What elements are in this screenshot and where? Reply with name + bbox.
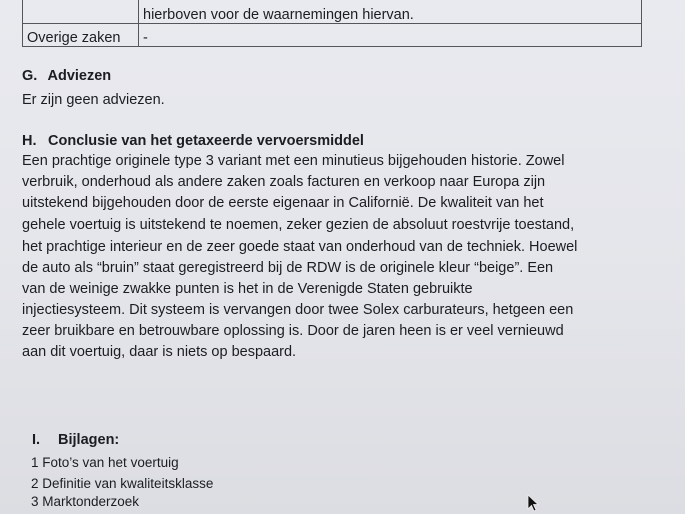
conclusion-line: verbruik, onderhoud als andere zaken zoals facturen en verkoop naar Europa zijn — [22, 174, 546, 190]
conclusion-line: uitstekend bijgehouden door de eerste eigenaar in Californië. De kwaliteit van het — [22, 195, 544, 211]
attachment-item: 1 Foto’s van het voertuig — [31, 455, 179, 470]
table-cell-value: hierboven voor de waarnemingen hiervan. — [139, 0, 642, 24]
section-h-heading — [22, 133, 364, 149]
conclusion-line: gehele voertuig is uitstekend te noemen, zeker gezien de absoluut roestvrije toestand, — [22, 217, 575, 233]
mouse-pointer-icon — [527, 494, 541, 512]
conclusion-line: Een prachtige originele type 3 variant met een minutieus bijgehouden historie. Zowel — [22, 153, 565, 169]
section-i-heading — [32, 432, 119, 448]
conclusion-line: het prachtige interieur en de zeer goede staat van onderhoud van de techniek. Hoewel — [22, 239, 578, 255]
attachment-item: 3 Marktonderzoek — [31, 494, 140, 509]
attachment-item: 2 Definitie van kwaliteitsklasse — [31, 476, 214, 491]
section-g-text: Er zijn geen adviezen. — [22, 92, 165, 108]
conclusion-line: van de weinige zwakke punten is het in de Verenigde Staten gebruikte — [22, 281, 473, 297]
inspection-table — [22, 0, 642, 47]
conclusion-line: injectiesysteem. Dit systeem is vervangen door twee Solex carburateurs, hetgeen een — [22, 302, 574, 318]
table-row — [23, 24, 642, 47]
table-cell-label: Overige zaken — [23, 24, 139, 47]
table-row — [23, 0, 642, 24]
conclusion-line: zeer bruikbare en betrouwbare oplossing is. Door de jaren heen is er veel vernieuwd — [22, 323, 564, 339]
conclusion-line: de auto als “bruin” staat geregistreerd bij de RDW is de originele kleur “beige”. Een — [22, 260, 554, 276]
section-i-title: Bijlagen: — [58, 432, 120, 448]
section-h-letter: H. — [22, 133, 37, 149]
section-g-title: Adviezen — [47, 68, 112, 84]
table-cell-value: - — [139, 24, 642, 47]
table-cell-label — [23, 0, 139, 24]
section-g-letter: G. — [22, 68, 38, 84]
section-g-heading — [22, 68, 111, 84]
conclusion-line: aan dit voertuig, daar is niets op bespaard. — [22, 344, 297, 360]
section-h-title: Conclusie van het getaxeerde vervoersmiddel — [48, 133, 364, 149]
section-i-letter: I. — [32, 432, 41, 448]
